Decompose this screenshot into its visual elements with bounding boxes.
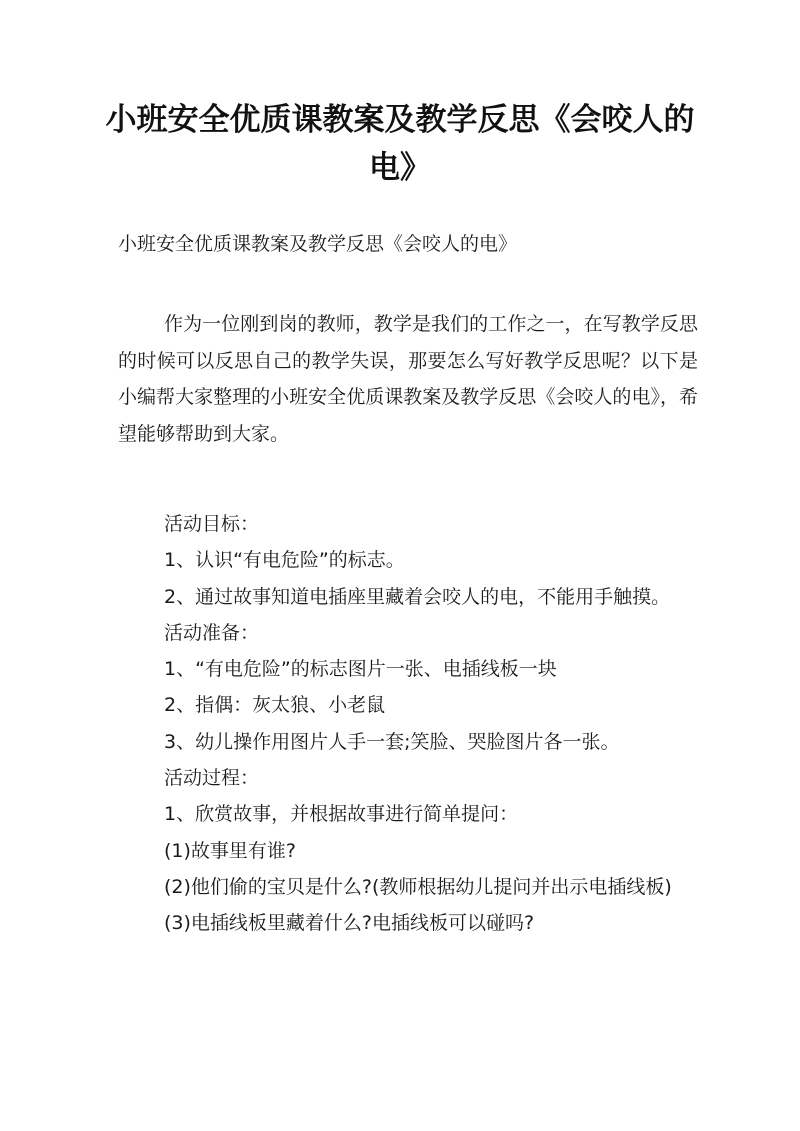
process-subitem: (1)故事里有谁? bbox=[164, 839, 296, 862]
process-subitem: (3)电插线板里藏着什么?电插线板可以碰吗? bbox=[164, 912, 535, 935]
intro-paragraph: 作为一位刚到岗的教师，教学是我们的工作之一，在写教学反思的时候可以反思自己的教学失误，那要怎么写好教学反思呢？以下是小编帮大家整理的小班安全优质课教案及教学反思《会咬人的电》，希望能够帮助到大家。 bbox=[118, 313, 698, 445]
process-item: 1、欣赏故事，并根据故事进行简单提问： bbox=[164, 803, 519, 826]
document-title: 小班安全优质课教案及教学反思《会咬人的电》 bbox=[105, 102, 695, 186]
goal-item: 2、通过故事知道电插座里藏着会咬人的电，不能用手触摸。 bbox=[164, 585, 671, 608]
process-subitem: (2)他们偷的宝贝是什么?(教师根据幼儿提问并出示电插线板) bbox=[164, 875, 672, 898]
section-heading-goals: 活动目标： bbox=[164, 513, 260, 535]
goal-item: 1、认识“有电危险”的标志。 bbox=[164, 549, 405, 572]
lesson-content bbox=[118, 506, 698, 942]
section-heading-process: 活动过程： bbox=[164, 767, 260, 790]
preparation-item: 1、“有电危险”的标志图片一张、电插线板一块 bbox=[164, 658, 557, 681]
document-subtitle: 小班安全优质课教案及教学反思《会咬人的电》 bbox=[118, 233, 518, 255]
preparation-item: 3、幼儿操作用图片人手一套;笑脸、哭脸图片各一张。 bbox=[164, 730, 620, 753]
section-heading-preparation: 活动准备： bbox=[164, 621, 260, 644]
preparation-item: 2、指偶：灰太狼、小老鼠 bbox=[164, 694, 386, 717]
document-body bbox=[118, 226, 698, 942]
